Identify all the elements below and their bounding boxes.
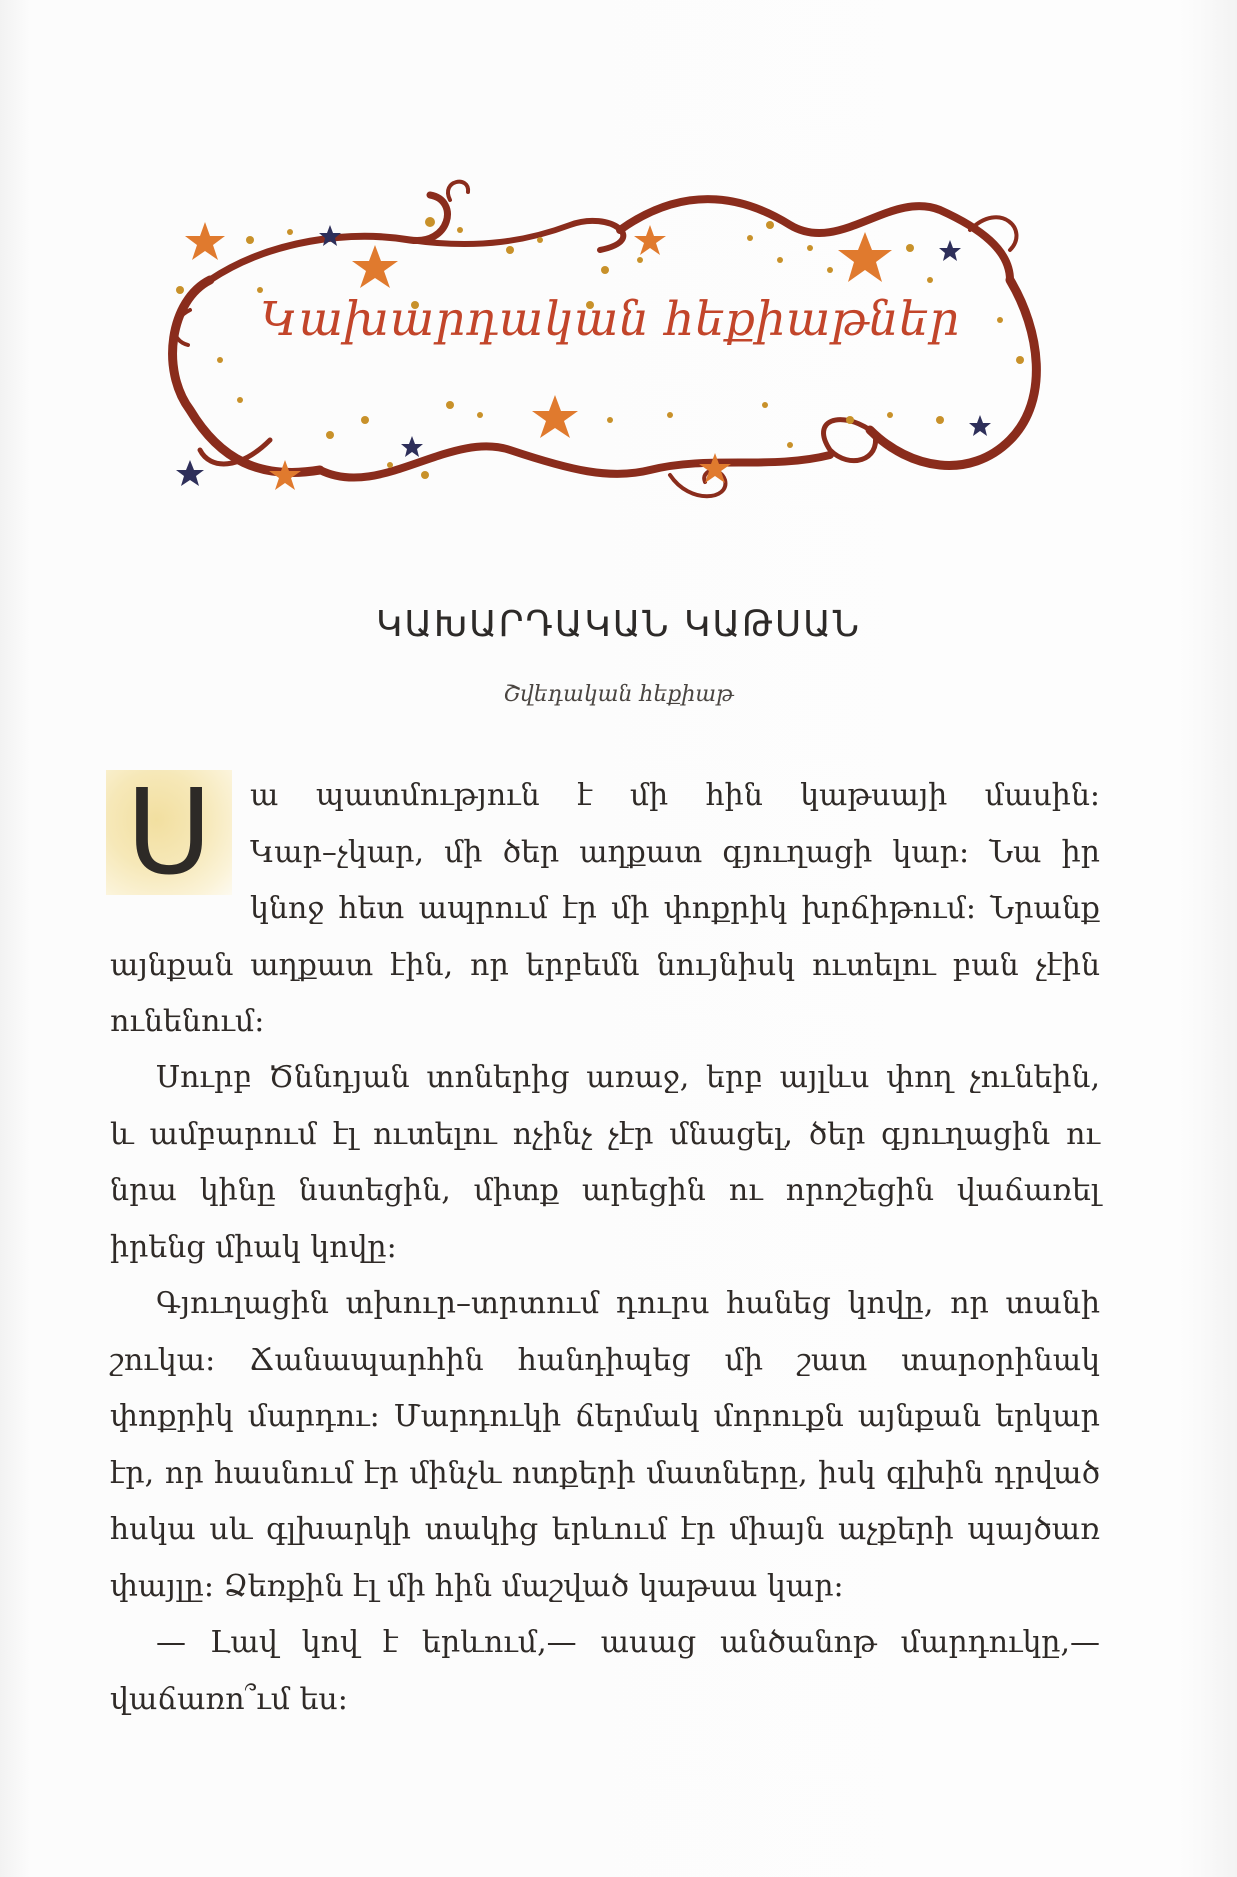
text-line: Սուրբ Ծննդյան տոներից առաջ, երբ այլևս փող չունեին, [156,1060,1100,1095]
paragraph-3 [110,1276,1100,1615]
text-line: հսկա սև գլխարկի տակից երևում էր միայն աչքերի պայծառ [110,1512,1100,1547]
text-line: նրա կինը նստեցին, միտք արեցին ու որոշեցին վաճառել [110,1173,1100,1208]
text-line: կնոջ հետ ապրում էր մի փոքրիկ խրճիթում: Նրանք [250,891,1100,926]
text-line: ունենում: [110,1004,265,1039]
text-line: Կար–չկար, մի ծեր աղքատ գյուղացի կար: Նա իր [250,834,1100,870]
text-line: Գյուղացին տխուր–տրտում դուրս հանեց կովը, որ տանի [156,1286,1100,1321]
paragraph-1 [110,768,1100,1051]
ribbon-frame-illustration [150,170,1070,530]
text-line: փոքրիկ մարդու: Մարդուկի ճերմակ մորուքն այնքան երկար [110,1399,1100,1434]
banner-title: Կախարդական հեքիաթներ [260,292,960,347]
paragraph-2 [110,1050,1100,1276]
text-line: շուկա: Ճանապարհին հանդիպեց մի շատ տարօրինակ [110,1342,1100,1378]
ribbon-banner [150,170,1070,530]
text-line: փայլը: Ձեռքին էլ մի հին մաշված կաթսա կար: [110,1568,844,1604]
text-line: այնքան աղքատ էին, որ երբեմն նույնիսկ ուտելու բան չէին [110,947,1100,983]
text-line: ա պատմություն է մի հին կաթսայի մասին: [250,778,1100,813]
story-subtitle: Շվեդական հեքիաթ [503,682,734,707]
drop-cap-letter: Ս [125,763,213,901]
text-line: էր, որ հասնում էր մինչև ոտքերի մատները, իսկ գլխին դրված [110,1455,1100,1491]
text-line: իրենց միակ կովը: [110,1229,397,1265]
text-line: և ամբարում էլ ուտելու ոչինչ չէր մնացել, ծեր գյուղացին ու [110,1116,1100,1152]
paragraph-4 [110,1615,1100,1728]
story-title: ԿԱԽԱՐԴԱԿԱՆ ԿԱԹՍԱՆ [375,604,862,645]
text-line: — Լավ կով է երևում,— ասաց անծանոթ մարդուկը,— [156,1625,1100,1660]
text-line: վաճառո՞ւմ ես: [110,1681,348,1717]
